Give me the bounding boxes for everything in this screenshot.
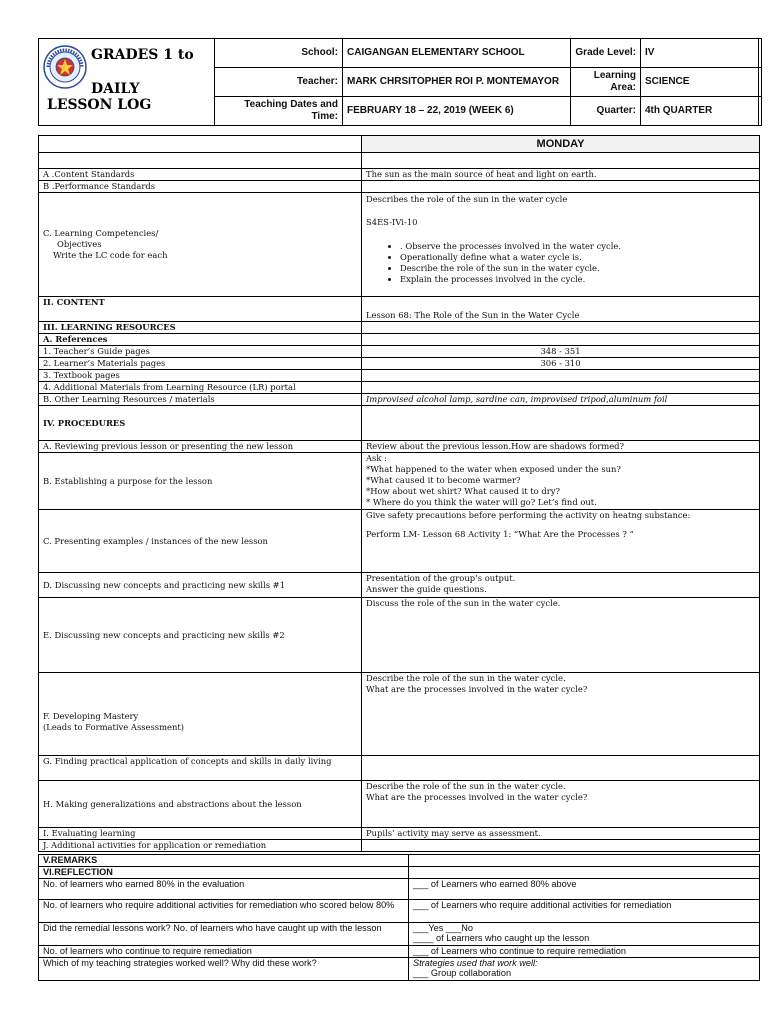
lesson-log-header [38,38,759,126]
proc-h-value [362,781,760,828]
school-label: School: [215,39,343,68]
proc-d-value [362,573,760,598]
proc-c-line1: Give safety precautions before performing the activity on heatng substance: [366,510,691,520]
header-title-daily: DAILY [91,81,140,97]
competencies-intro: Describes the role of the sun in the water cycle [366,194,568,204]
remarks-value [409,855,760,867]
proc-d-label: D. Discussing new concepts and practicing new skills #1 [39,573,362,598]
performance-standards-label: B .Performance Standards [39,181,362,193]
proc-h-line2: What are the processes involved in the water cycle? [366,792,588,802]
learners-materials-value: 306 - 310 [362,358,760,370]
remedial-caught-up: ____ of Learners who caught up the lesson [413,933,590,943]
header-info-table [214,38,762,126]
proc-a-value: Review about the previous lesson.How are shadows formed? [362,441,760,453]
teaching-dates-value: FEBRUARY 18 – 22, 2019 (WEEK 6) [343,97,571,126]
proc-f-label [39,673,362,756]
other-resources-label: B. Other Learning Resources / materials [39,394,362,406]
proc-i-value: Pupils’ activity may serve as assessment. [362,828,760,840]
lr-portal-label: 4. Additional Materials from Learning Resource (LR) portal [39,382,362,394]
reflection-answer [409,923,760,946]
quarter-value: 4th QUARTER [641,97,762,126]
blank-row-cell [39,153,362,169]
reflection-question: No. of learners who require additional activities for remediation who scored below 80% [39,900,409,923]
deped-seal-logo [43,45,87,89]
proc-e-label: E. Discussing new concepts and practicing new skills #2 [39,598,362,673]
proc-b-line: * Where do you think the water will go? Let’s find out. [366,497,597,507]
proc-b-line: *How about wet shirt? What caused it to dry? [366,486,560,496]
content-value: Lesson 68: The Role of the Sun in the Water Cycle [362,297,760,322]
proc-f-line1: Describe the role of the sun in the water cycle. [366,673,566,683]
objectives-list [366,241,755,285]
teachers-guide-label: 1. Teacher’s Guide pages [39,346,362,358]
grade-level-value: IV [641,39,762,68]
objective-item: • Operationally define what a water cycle is. [400,252,755,263]
proc-f-value [362,673,760,756]
remarks-label: V.REMARKS [39,855,409,867]
proc-h-label: H. Making generalizations and abstractions about the lesson [39,781,362,828]
teacher-label: Teacher: [215,68,343,97]
proc-a-label: A. Reviewing previous lesson or presenting the new lesson [39,441,362,453]
competencies-code: S4ES-IVi-10 [366,217,418,227]
strategy-item: ___ Group collaboration [413,968,512,978]
grade-level-label: Grade Level: [571,39,641,68]
lesson-plan-table [38,135,760,852]
day-header: MONDAY [362,136,760,153]
header-title-lesson-log: LESSON LOG [47,97,152,113]
references-label: A. References [39,334,362,346]
content-label: II. CONTENT [39,297,362,322]
learning-resources-label: III. LEARNING RESOURCES [39,322,362,334]
teachers-guide-value: 348 - 351 [362,346,760,358]
competencies-label-line1: C. Learning Competencies/ [43,228,159,238]
proc-c-value [362,510,760,573]
school-value: CAIGANGAN ELEMENTARY SCHOOL [343,39,571,68]
reflection-question: Which of my teaching strategies worked well? Why did these work? [39,958,409,981]
content-standards-value: The sun as the main source of heat and light on earth. [362,169,760,181]
proc-j-value [362,840,760,852]
teacher-value: MARK CHRSITOPHER ROI P. MONTEMAYOR [343,68,571,97]
reflection-answer [409,958,760,981]
proc-f-line2: What are the processes involved in the water cycle? [366,684,588,694]
lr-portal-value [362,382,760,394]
blank-row-cell [362,153,760,169]
learning-resources-value [362,322,760,334]
header-title-cell [39,39,215,125]
remedial-yes-no: ___Yes ___No [413,923,473,933]
proc-f-label-line1: F. Developing Mastery [43,711,139,721]
proc-h-line1: Describe the role of the sun in the water cycle. [366,781,566,791]
header-title-grades: GRADES 1 to [91,47,194,63]
reflection-question: Did the remedial lessons work? No. of learners who have caught up with the lesson [39,923,409,946]
reflection-answer: ___ of Learners who require additional activities for remediation [409,900,760,923]
reflection-value [409,867,760,879]
corner-cell [39,136,362,153]
references-value [362,334,760,346]
proc-c-label: C. Presenting examples / instances of the new lesson [39,510,362,573]
proc-g-label: G. Finding practical application of concepts and skills in daily living [39,756,362,781]
objective-item: • Describe the role of the sun in the water cycle. [400,263,755,274]
objective-item: • . Observe the processes involved in the water cycle. [400,241,755,252]
proc-e-value: Discuss the role of the sun in the water cycle. [362,598,760,673]
proc-j-label: J. Additional activities for application or remediation [39,840,362,852]
learning-area-value: SCIENCE [641,68,762,97]
performance-standards-value [362,181,760,193]
proc-g-value [362,756,760,781]
reflection-label: VI.REFLECTION [39,867,409,879]
learners-materials-label: 2. Learner’s Materials pages [39,358,362,370]
strategies-heading: Strategies used that work well: [413,958,538,968]
teaching-dates-label: Teaching Dates and Time: [215,97,343,126]
competencies-label-line2: Objectives [57,239,102,249]
proc-b-line: *What happened to the water when exposed under the sun? [366,464,621,474]
competencies-value [362,193,760,297]
content-standards-label: A .Content Standards [39,169,362,181]
proc-b-value [362,453,760,510]
procedures-value [362,406,760,441]
reflection-question: No. of learners who continue to require remediation [39,946,409,958]
learning-area-label: Learning Area: [571,68,641,97]
reflection-question: No. of learners who earned 80% in the evaluation [39,879,409,900]
proc-b-line: Ask : [366,453,387,463]
reflection-table [38,854,760,981]
textbook-label: 3. Textbook pages [39,370,362,382]
competencies-label-line3: Write the LC code for each [53,250,168,260]
proc-f-label-line2: (Leads to Formative Assessment) [43,722,185,732]
proc-b-line: *What caused it to become warmer? [366,475,521,485]
reflection-answer: ___ of Learners who earned 80% above [409,879,760,900]
textbook-value [362,370,760,382]
procedures-label: IV. PROCEDURES [39,406,362,441]
quarter-label: Quarter: [571,97,641,126]
proc-b-label: B. Establishing a purpose for the lesson [39,453,362,510]
proc-d-line1: Presentation of the group’s output. [366,573,516,583]
proc-d-line2: Answer the guide questions. [366,584,487,594]
proc-i-label: I. Evaluating learning [39,828,362,840]
other-resources-value: Improvised alcohol lamp, sardine can, improvised tripod,aluminum foil [362,394,760,406]
proc-c-line2: Perform LM- Lesson 68 Activity 1: “What Are the Processes ? ” [366,529,634,539]
reflection-answer: ___ of Learners who continue to require remediation [409,946,760,958]
objective-item: • Explain the processes involved in the cycle. [400,274,755,285]
competencies-label [39,193,362,297]
